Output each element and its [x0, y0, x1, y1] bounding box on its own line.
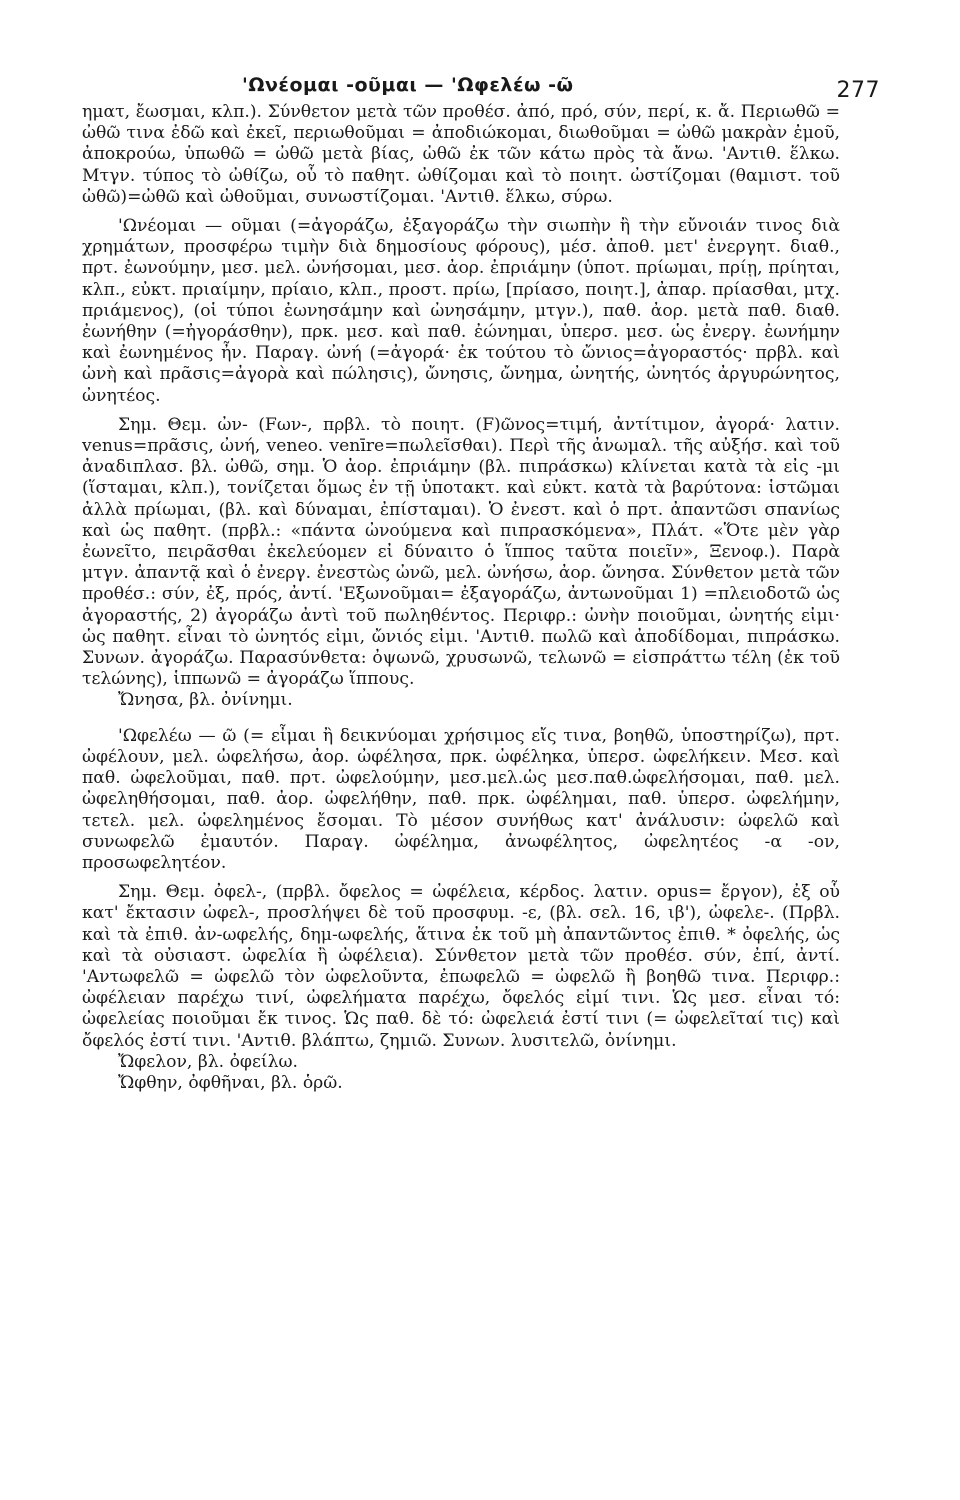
entry-oneomai: 'Ωνέομαι — οῦμαι (=ἀγοράζω, ἐξαγοράζω τὴν σιωπὴν ἢ τὴν εὔνοιάν τινος διὰ χρημάτων, προσφέρω τιμὴν διὰ δημοσίους φόρους), μέσ. ἀποθ. μετ' ἐνεργητ. διαθ., πρτ. ἐωνούμην, μεσ. μελ. ὠνήσομαι, μεσ. ἀορ. ἐπριάμην (ὑποτ. πρίωμαι, πρίῃ, πρίηται, κλπ., εὐκτ. πριαίμην, πρίαιο, κλπ., προστ. πρίω, [πρίασο, ποιητ.], ἀπαρ. πρίασθαι, μτχ. πριάμενος), (οἱ τύποι ἐωνησάμην καὶ ὠνησάμην, μτγν.), παθ. ἀορ. μετὰ παθ. διαθ. ἐωνήθην (=ἠγοράσθην), πρκ. μεσ. καὶ παθ. ἐώνημαι, ὑπερσ. μεσ. ὡς ἐνεργ. ἐωνήμην καὶ ἐωνημένος ἦν. Παραγ. ὠνή (=ἀγορά· ἐκ τούτου τὸ ὤνιος=ἀγοραστός· πρβλ. καὶ ὠνὴ καὶ πρᾶσις=ἀγορὰ καὶ πώλησις), ὤνησις, ὤνημα, ὠνητής, ὠνητός ἀργυρώνητος, ὠνητέος. [82, 216, 840, 406]
body-text [82, 102, 840, 1094]
entry-continuation-otho: ηματ, ἔωσμαι, κλπ.). Σύνθετον μετὰ τῶν προθέσ. ἀπό, πρό, σύν, περί, κ. ἄ. Περιωθῶ = ὠθῶ τινα ἐδῶ καὶ ἐκεῖ, περιωθοῦμαι = ἀποδιώκομαι, διωθοῦμαι = ὠθῶ μακρὰν ἐμοῦ, ἀποκρούω, ὑπωθῶ = ὠθῶ μετὰ βίας, ὠθῶ ἐκ τῶν κάτω πρὸς τὰ ἄνω. 'Αντιθ. ἕλκω. Μτγν. τύπος τὸ ὠθίζω, οὗ τὸ παθητ. ὠθίζομαι καὶ τὸ ποιητ. ὠστίζομαι (θαμιστ. τοῦ ὠθῶ)=ὠθῶ καὶ ὠθοῦμαι, συνωστίζομαι. 'Αντιθ. ἕλκω, σύρω. [82, 102, 840, 207]
running-head [82, 62, 880, 103]
entry-ofeleo: 'Ωφελέω — ῶ (= εἶμαι ἢ δεικνύομαι χρήσιμος εἴς τινα, βοηθῶ, ὑποστηρίζω), πρτ. ὠφέλουν, μελ. ὠφελήσω, ἀορ. ὠφέλησα, πρκ. ὠφέληκα, ὑπερσ. ὠφελήκειν. Μεσ. καὶ παθ. ὠφελοῦμαι, παθ. πρτ. ὠφελούμην, μεσ.μελ.ὡς μεσ.παθ.ὠφελήσομαι, παθ. μελ. ὠφεληθήσομαι, παθ. ἀορ. ὠφελήθην, παθ. πρκ. ὠφέλημαι, παθ. ὑπερσ. ὠφελήμην, τετελ. μελ. ὠφελημένος ἔσομαι. Τὸ μέσον συνήθως κατ' ἀνάλυσιν: ὠφελῶ καὶ συνωφελῶ ἐμαυτόν. Παραγ. ὠφέλημα, ἀνωφέλητος, ὠφελητέος -α -ον, προσωφελητέον. [82, 725, 840, 873]
running-head-title: 'Ωνέομαι -οῦμαι — 'Ωφελέω -ῶ [242, 74, 574, 96]
note-oneomai: Σημ. Θεμ. ὠν- (Fων-, πρβλ. τὸ ποιητ. (F)ῶνος=τιμή, ἀντίτιμον, ἀγορά· λατιν. venus=πρᾶσις, ὠνή, veneo. venīre=πωλεῖσθαι). Περὶ τῆς ἀνωμαλ. τῆς αὐξήσ. καὶ τοῦ ἀναδιπλασ. βλ. ὠθῶ, σημ. Ὁ ἀορ. ἐπριάμην (βλ. πιπράσκω) κλίνεται κατὰ τὰ εἰς -μι (ἵσταμαι, κλπ.), τονίζεται ὅμως ἐν τῇ ὑποτακτ. καὶ εὐκτ. κατὰ τὰ βαρύτονα: ἱστῶμαι ἀλλὰ πρίωμαι, (βλ. καὶ δύναμαι, ἐπίσταμαι). Ὁ ἐνεστ. καὶ ὁ πρτ. ἀπαντῶσι σπανίως καὶ ὡς παθητ. (πρβλ.: «πάντα ὠνούμενα καὶ πιπρασκόμενα», Πλάτ. «Ὅτε μὲν γὰρ ἐωνεῖτο, πειρᾶσθαι ἐκελεύομεν εἰ δύναιτο ὁ ἵππος ταῦτα ποιεῖν», Ξενοφ.). Παρὰ μτγν. ἀπαντᾷ καὶ ὁ ἐνεργ. ἐνεστὼς ὠνῶ, μελ. ὠνήσω, ἀορ. ὤνησα. Σύνθετον μετὰ τῶν προθέσ.: σύν, ἐξ, πρός, ἀντί. 'Εξωνοῦμαι= ἐξαγοράζω, ἀντωνοῦμαι 1) =πλειοδοτῶ ὡς ἀγοραστής, 2) ἀγοράζω ἀντὶ τοῦ πωληθέντος. Περιφρ.: ὠνὴν ποιοῦμαι, ὠνητής εἰμι· ὡς παθητ. εἶναι τὸ ὠνητός εἰμι, ὤνιός εἰμι. 'Αντιθ. πωλῶ καὶ ἀποδίδομαι, πιπράσκω. Συνων. ἀγοράζω. Παρασύνθετα: ὀψωνῶ, χρυσωνῶ, τελωνῶ = εἰσπράττω τέλη (ἐκ τοῦ τελώνης), ἱππωνῶ = ἀγοράζω ἵππους. [82, 414, 840, 690]
note-ofeleo: Σημ. Θεμ. ὀφελ-, (πρβλ. ὄφελος = ὠφέλεια, κέρδος. λατιν. opus= ἔργον), ἐξ οὗ κατ' ἔκτασιν ὠφελ-, προσλήψει δὲ τοῦ προσφυμ. -ε, (βλ. σελ. 16, ιβ'), ὠφελε-. (Πρβλ. καὶ τὰ ἐπιθ. ἀν-ωφελής, δημ-ωφελής, ἅτινα ἐκ τοῦ μὴ ἀπαντῶντος ἐπιθ. * ὀφελής, ὡς καὶ τὰ οὐσιαστ. ὠφελία ἢ ὠφέλεια). Σύνθετον μετὰ τῶν προθέσ. σύν, ἐπί, ἀντί. 'Αντωφελῶ = ὠφελῶ τὸν ὠφελοῦντα, ἐπωφελῶ = ὠφελῶ ἢ βοηθῶ τινα. Περιφρ.: ὠφέλειαν παρέχω τινί, ὠφελήματα παρέχω, ὄφελός εἰμί τινι. Ὡς μεσ. εἶναι τό: ὠφελείας ποιοῦμαι ἔκ τινος. Ὡς παθ. δὲ τό: ὠφελειά ἐστί τινι (= ὠφελεῖταί τις) καὶ ὄφελός ἐστί τινι. 'Αντιθ. βλάπτω, ζημιῶ. Συνων. λυσιτελῶ, ὀνίνημι. [82, 882, 840, 1051]
entry-onesa: Ὤνησα, βλ. ὀνίνημι. [118, 690, 293, 711]
page-number: 277 [836, 78, 880, 103]
entry-ofthin: Ὤφθην, ὀφθῆναι, βλ. ὁρῶ. [118, 1072, 343, 1093]
entry-ofelon: Ὤφελον, βλ. ὀφείλω. [118, 1051, 298, 1072]
